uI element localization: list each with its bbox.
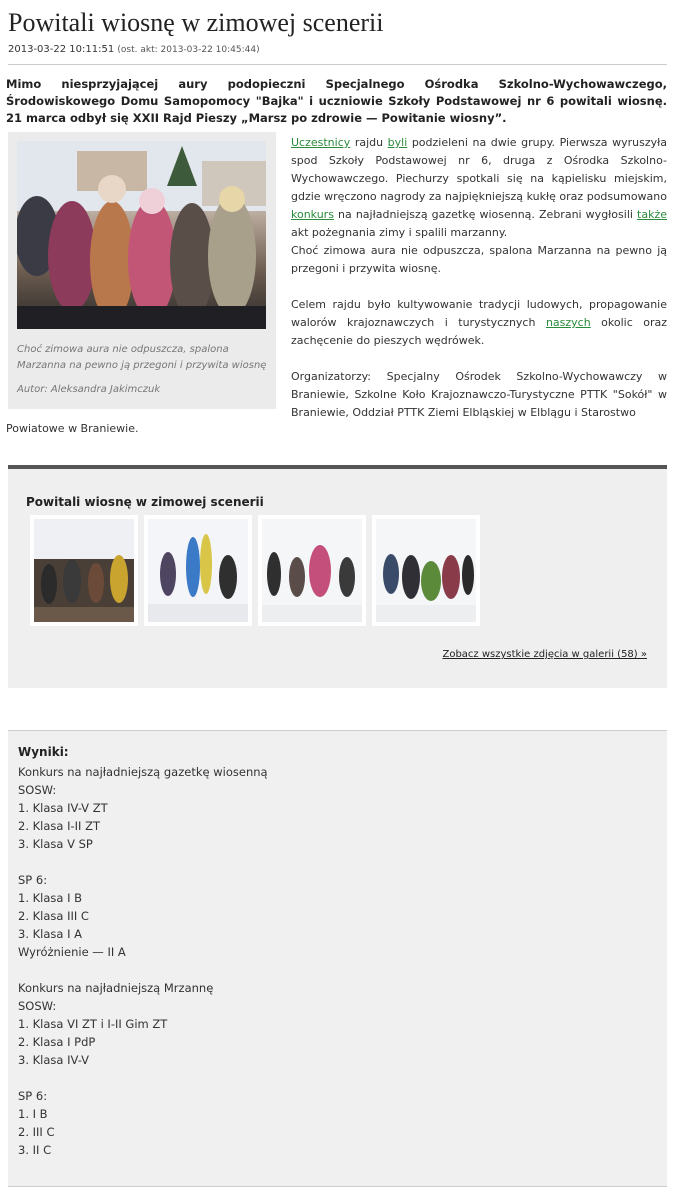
- results-heading: Wyniki:: [18, 745, 69, 759]
- link-byli[interactable]: byli: [387, 136, 408, 149]
- article-meta: [8, 44, 260, 55]
- photo-author: Autor: Aleksandra Jakimczuk: [17, 384, 161, 395]
- thumbnail-image: [148, 519, 248, 622]
- results-line: Wyróżnienie — II A: [18, 945, 126, 959]
- gallery-thumbnail[interactable]: [144, 515, 252, 626]
- results-line: 3. Klasa IV-V: [18, 1053, 90, 1067]
- results-line: 1. Klasa VI ZT i I-II Gim ZT: [18, 1017, 168, 1031]
- article-photo[interactable]: [17, 141, 266, 329]
- results-line: 3. II C: [18, 1143, 52, 1157]
- results-line: SP 6:: [18, 1089, 48, 1103]
- published-date: 2013-03-22 10:11:51: [8, 44, 115, 55]
- gallery-thumbnail[interactable]: [258, 515, 366, 626]
- results-line: [18, 853, 268, 871]
- gallery-box: [8, 465, 667, 688]
- article-body: [291, 134, 667, 422]
- results-line: 2. Klasa I-II ZT: [18, 819, 100, 833]
- updated-date: (ost. akt: 2013-03-22 10:45:44): [117, 45, 260, 55]
- results-line: 2. Klasa III C: [18, 909, 89, 923]
- gallery-thumbnail[interactable]: [372, 515, 480, 626]
- results-line: 1. Klasa IV-V ZT: [18, 801, 108, 815]
- results-box: [8, 730, 667, 1187]
- link-uczestnicy[interactable]: Uczestnicy: [291, 136, 351, 149]
- results-line: 3. Klasa I A: [18, 927, 83, 941]
- paragraph-1: Uczestnicy rajdu byli podzieleni na dwie grupy. Pierwsza wyruszyła spod Szkoły Podstawowej nr 6, druga z Ośrodka Szkolno-Wychowawczego. Piechurzy spotkali się na kąpielisku miejskim, gdzie wręczono nagrody za najpiękniejszą kukłę oraz podsumowano konkurs na najładniejszą gazetkę wiosenną. Zebrani wygłosili także akt pożegnania zimy i spalili marzanny.: [291, 136, 667, 239]
- results-line: [18, 1069, 268, 1087]
- photo-caption: Choć zimowa aura nie odpuszcza, spalona Marzanna na pewno ją przegoni i przywita wiosnę: [17, 344, 267, 371]
- link-konkurs[interactable]: konkurs: [291, 208, 334, 221]
- article-title: Powitali wiosnę w zimowej scenerii: [8, 8, 384, 37]
- results-line: 2. III C: [18, 1125, 55, 1139]
- article-lead: Mimo niesprzyjającej aury podopieczni Specjalnego Ośrodka Szkolno-Wychowawczego, Środowiskowego Domu Samopomocy "Bajka" i uczniowie Szkoły Podstawowej nr 6 powitali wiosnę. 21 marca odbył się XXII Rajd Pieszy „Marsz po zdrowie — Powitanie wiosny”.: [6, 77, 667, 125]
- results-line: 1. Klasa I B: [18, 891, 83, 905]
- results-line: SOSW:: [18, 999, 57, 1013]
- divider: [8, 64, 667, 65]
- results-line: SOSW:: [18, 783, 57, 797]
- gallery-all-photos-link[interactable]: Zobacz wszystkie zdjęcia w galerii (58) »: [442, 649, 647, 660]
- results-line: Konkurs na najładniejszą gazetkę wiosenną: [18, 765, 268, 779]
- gallery-title: Powitali wiosnę w zimowej scenerii: [26, 495, 264, 509]
- results-line: 2. Klasa I PdP: [18, 1035, 96, 1049]
- photo-image: [17, 141, 266, 329]
- paragraph-3: Celem rajdu było kultywowanie tradycji ludowych, propagowanie walorów krajoznawczych i turystycznych naszych okolic oraz zachęcenie do pieszych wędrówek.: [291, 298, 667, 347]
- link-takze[interactable]: także: [637, 208, 667, 221]
- results-line: 3. Klasa V SP: [18, 837, 93, 851]
- thumbnail-image: [34, 519, 134, 622]
- thumbnail-image: [262, 519, 362, 622]
- paragraph-4-tail: Powiatowe w Braniewie.: [6, 422, 139, 435]
- link-naszych[interactable]: naszych: [545, 316, 591, 329]
- results-line: Konkurs na najładniejszą Mrzannę: [18, 981, 214, 995]
- results-line: 1. I B: [18, 1107, 48, 1121]
- results-list: [18, 763, 268, 1159]
- thumbnail-image: [376, 519, 476, 622]
- results-line: [18, 961, 268, 979]
- paragraph-2: Choć zimowa aura nie odpuszcza, spalona Marzanna na pewno ją przegoni i przywita wiosnę.: [291, 244, 667, 275]
- gallery-thumbnail[interactable]: [30, 515, 138, 626]
- paragraph-4: Organizatorzy: Specjalny Ośrodek Szkolno-Wychowawczy w Braniewie, Szkolne Koło Krajoznawczo-Turystyczne PTTK "Sokół" w Braniewie, Oddział PTTK Ziemi Elbląskiej w Elblągu i Starostwo: [291, 370, 667, 419]
- article-figure: [8, 132, 276, 409]
- results-line: SP 6:: [18, 873, 48, 887]
